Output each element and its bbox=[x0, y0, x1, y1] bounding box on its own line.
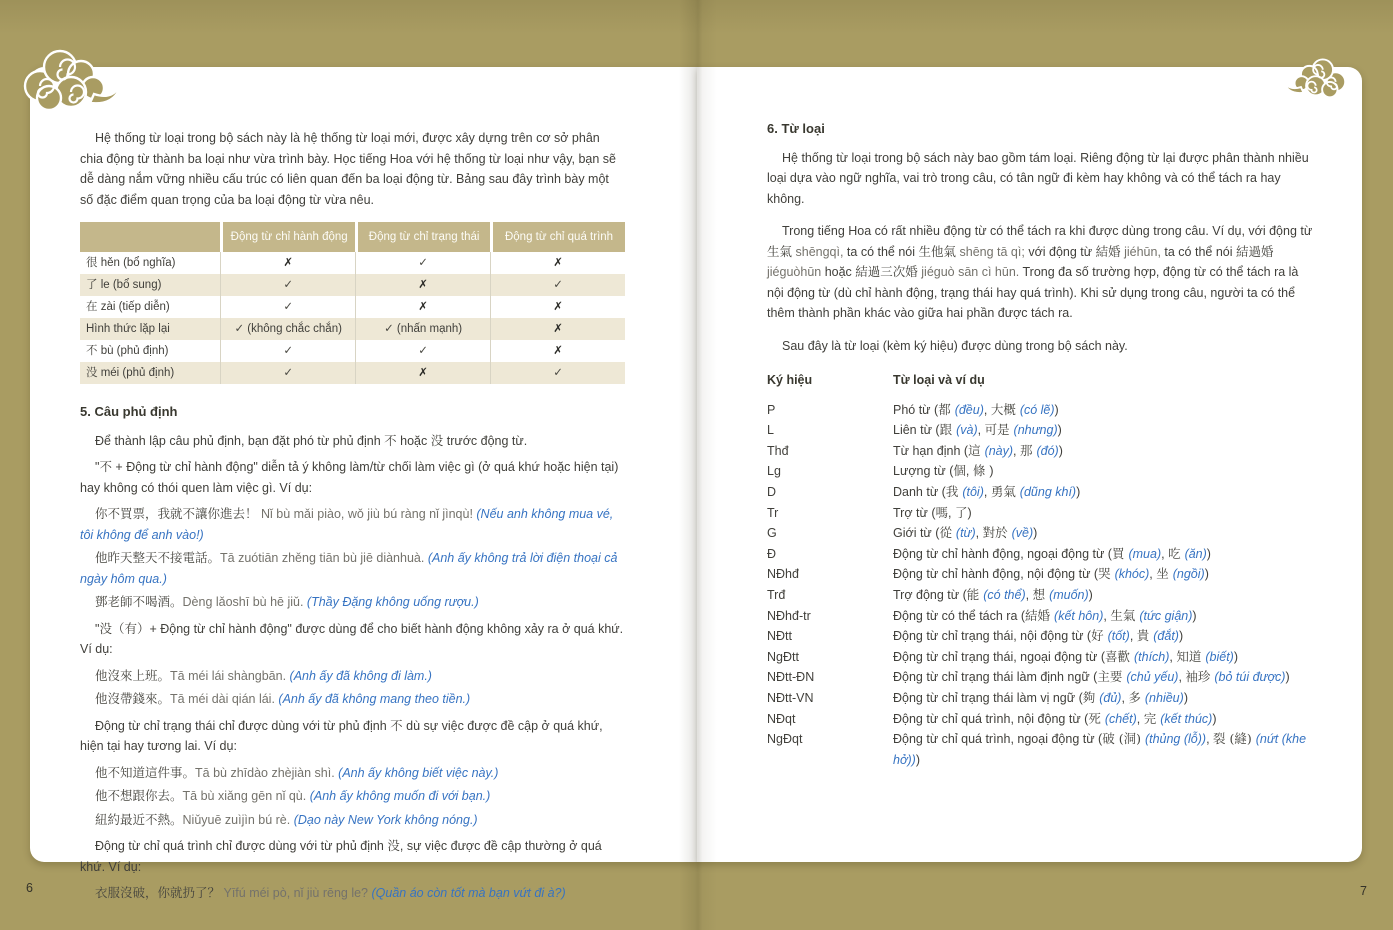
top-shadow bbox=[0, 0, 1393, 34]
paragraph: Sau đây là từ loại (kèm ký hiệu) được dùng trong bộ sách này. bbox=[782, 338, 1128, 353]
book-pages bbox=[30, 67, 1362, 900]
pos-symbol-row: NgĐtt Động từ chỉ trạng thái, ngoại động từ (喜歡 (thích), 知道 (biết)) bbox=[767, 648, 1239, 664]
paragraph: Động từ chỉ quá trình chỉ được dùng với từ phủ định 没, sự việc được đề cập thường ở quá khứ. Ví dụ: bbox=[80, 838, 602, 874]
verb-types-table bbox=[80, 222, 625, 384]
table-row: 了 le (bổ sung) ✓ ✗ ✓ bbox=[80, 274, 625, 296]
table-row: Hình thức lặp lại ✓ (không chắc chắn) ✓ (nhấn mạnh) ✗ bbox=[80, 318, 625, 340]
pos-symbol-row: Tr Trợ từ (嗎, 了) bbox=[767, 504, 972, 520]
paragraph: "不 + Động từ chỉ hành động" diễn tả ý không làm/từ chối làm việc gì (ở quá khứ hoặc hiện tại) hay không có thói quen làm việc gì. Ví dụ: bbox=[80, 459, 619, 495]
intro-paragraph: Hệ thống từ loại trong bộ sách này là hệ thống từ loại mới, được xây dựng trên cơ sở phân chia động từ thành ba loại như vừa trình bày. Học tiếng Hoa với hệ thống từ loại như vậy, bạn sẽ dễ dàng nắm vững nhiều cấu trúc có liên quan đến ba loại động từ. Bảng sau đây trình bày một số đặc điểm quan trọng của ba loại động từ vừa nêu. bbox=[80, 131, 617, 207]
pos-symbol-row: Đ Động từ chỉ hành động, ngoại động từ (買 (mua), 吃 (ăn)) bbox=[767, 545, 1211, 561]
table-row: 很 hěn (bổ nghĩa) ✗ ✓ ✗ bbox=[80, 252, 625, 274]
cloud-ornament-icon bbox=[16, 44, 122, 122]
paragraph: Trong tiếng Hoa có rất nhiều động từ có thể tách ra khi được dùng trong câu. Ví dụ, với động từ 生氣 shēngqì, ta có thể nói 生他氣 shēng tā qì; với động từ 結婚 jiéhūn, ta có thể nói 結過婚 jiéguòhūn hoặc 結過三次婚 jiéguò sān cì hūn. Trong đa số trường hợp, động từ có thể tách ra là nội động từ (dù chỉ hành động, trạng thái hay quá trình). Khi sử dụng trong câu, người ta có thể thêm thành phần khác vào giữa hai phần được tách ra. bbox=[767, 224, 1313, 320]
pos-symbol-row: L Liên từ (跟 (và), 可是 (nhưng)) bbox=[767, 422, 1062, 438]
table-header-empty bbox=[80, 222, 220, 252]
table-row: 在 zài (tiếp diễn) ✓ ✗ ✗ bbox=[80, 296, 625, 318]
page-number-left: 6 bbox=[26, 881, 33, 895]
table-header-row bbox=[80, 222, 625, 252]
example-sentence: 他不想跟你去。Tā bù xiǎng gēn nǐ qù. (Anh ấy không muốn đi với bạn.) bbox=[95, 788, 491, 803]
section-5-heading: 5. Câu phủ định bbox=[80, 404, 178, 419]
page-number-right: 7 bbox=[1360, 884, 1367, 898]
paragraph: Để thành lập câu phủ định, bạn đặt phó từ phủ định 不 hoặc 没 trước động từ. bbox=[95, 432, 528, 448]
section-6-heading: 6. Từ loại bbox=[767, 121, 825, 136]
example-sentence: 他不知道這件事。Tā bù zhīdào zhèjiàn shì. (Anh ấy không biết việc này.) bbox=[95, 764, 499, 780]
example-sentence: 他昨天整天不接電話。Tā zuótiān zhěng tiān bù jiē diànhuà. (Anh ấy không trả lời điện thoại cả ngày hôm qua.) bbox=[80, 550, 618, 586]
pos-symbol-row: NĐtt-VN Động từ chỉ trạng thái làm vị ngữ (夠 (đủ), 多 (nhiều)) bbox=[767, 689, 1188, 705]
pos-symbol-row: Lg Lượng từ (個, 條 ) bbox=[767, 463, 994, 479]
pos-symbol-row: D Danh từ (我 (tôi), 勇氣 (dũng khí)) bbox=[767, 483, 1081, 499]
table-header-action-verb: Động từ chỉ hành động bbox=[220, 222, 355, 252]
page-left bbox=[30, 67, 697, 900]
paragraph: Hệ thống từ loại trong bộ sách này bao gồm tám loại. Riêng động từ lại được phân thành nhiều loại dựa vào ngữ nghĩa, vai trò trong câu, có tân ngữ đi kèm hay không và có thể tách ra hay không. bbox=[767, 150, 1309, 206]
example-sentence: 他沒來上班。Tā méi lái shàngbān. (Anh ấy đã không đi làm.) bbox=[95, 667, 432, 683]
pos-symbol-row: P Phó từ (都 (đều), 大概 (có lẽ)) bbox=[767, 401, 1059, 417]
pos-symbol-row: G Giới từ (從 (từ), 對於 (về)) bbox=[767, 525, 1038, 541]
pos-symbol-row: NĐhđ Động từ chỉ hành động, nội động từ (哭 (khóc), 坐 (ngồi)) bbox=[767, 566, 1209, 582]
example-sentence: 衣服沒破，你就扔了？ Yīfú méi pò, nǐ jiù rēng le? (Quần áo còn tốt mà bạn vứt đi à?) bbox=[95, 885, 566, 900]
pos-list-header-desc: Từ loại và ví dụ bbox=[893, 373, 985, 387]
paragraph: "没（有）+ Động từ chỉ hành động" được dùng để cho biết hành động không xảy ra ở quá khứ. Ví dụ: bbox=[80, 620, 624, 656]
pos-symbol-row: Thđ Từ hạn định (這 (này), 那 (đó)) bbox=[767, 442, 1063, 458]
pos-symbol-row: NgĐqt Động từ chỉ quá trình, ngoại động từ (破 (洞) (thủng (lỗ)), 裂 (縫) (nứt (khe hở))) bbox=[767, 731, 1307, 767]
pos-symbol-row: NĐhđ-tr Động từ có thể tách ra (結婚 (kết hôn), 生氣 (tức giận)) bbox=[767, 607, 1197, 623]
pos-symbol-list bbox=[767, 370, 1318, 770]
page-right bbox=[697, 67, 1362, 862]
table-row: 不 bù (phủ định) ✓ ✓ ✗ bbox=[80, 340, 625, 362]
table-header-process-verb: Động từ chỉ quá trình bbox=[490, 222, 625, 252]
table-row: 没 méi (phủ định) ✓ ✗ ✓ bbox=[80, 362, 625, 384]
paragraph: Động từ chỉ trạng thái chỉ được dùng với từ phủ định 不 dù sự việc được đề cập ở quá khứ, hiện tại hay tương lai. Ví dụ: bbox=[80, 717, 603, 753]
example-sentence: 鄧老師不喝酒。Dèng lǎoshī bù hē jiǔ. (Thầy Đặng không uống rượu.) bbox=[95, 594, 479, 609]
cloud-ornament-icon bbox=[1283, 54, 1351, 106]
table-header-state-verb: Động từ chỉ trạng thái bbox=[355, 222, 490, 252]
pos-list-header bbox=[767, 370, 1318, 391]
pos-symbol-row: Trđ Trợ động từ (能 (có thể), 想 (muốn)) bbox=[767, 586, 1093, 602]
pos-symbol-row: NĐtt-ĐN Động từ chỉ trạng thái làm định ngữ (主要 (chủ yếu), 袖珍 (bỏ túi được)) bbox=[767, 669, 1290, 685]
example-sentence: 紐約最近不熱。Niǔyuē zuìjìn bú rè. (Dạo này New York không nóng.) bbox=[95, 811, 478, 827]
example-sentence: 你不買票，我就不讓你進去！ Nǐ bù mǎi piào, wǒ jiù bú ràng nǐ jìnqù! (Nếu anh không mua vé, tôi không để anh vào!) bbox=[80, 506, 614, 542]
pos-symbol-row: NĐtt Động từ chỉ trạng thái, nội động từ (好 (tốt), 貴 (đắt)) bbox=[767, 628, 1184, 644]
example-sentence: 他沒帶錢來。Tā méi dài qián lái. (Anh ấy đã không mang theo tiền.) bbox=[95, 691, 471, 706]
pos-list-header-symbol: Ký hiệu bbox=[767, 373, 813, 387]
pos-symbol-row: NĐqt Động từ chỉ quá trình, nội động từ (死 (chết), 完 (kết thúc)) bbox=[767, 710, 1217, 726]
